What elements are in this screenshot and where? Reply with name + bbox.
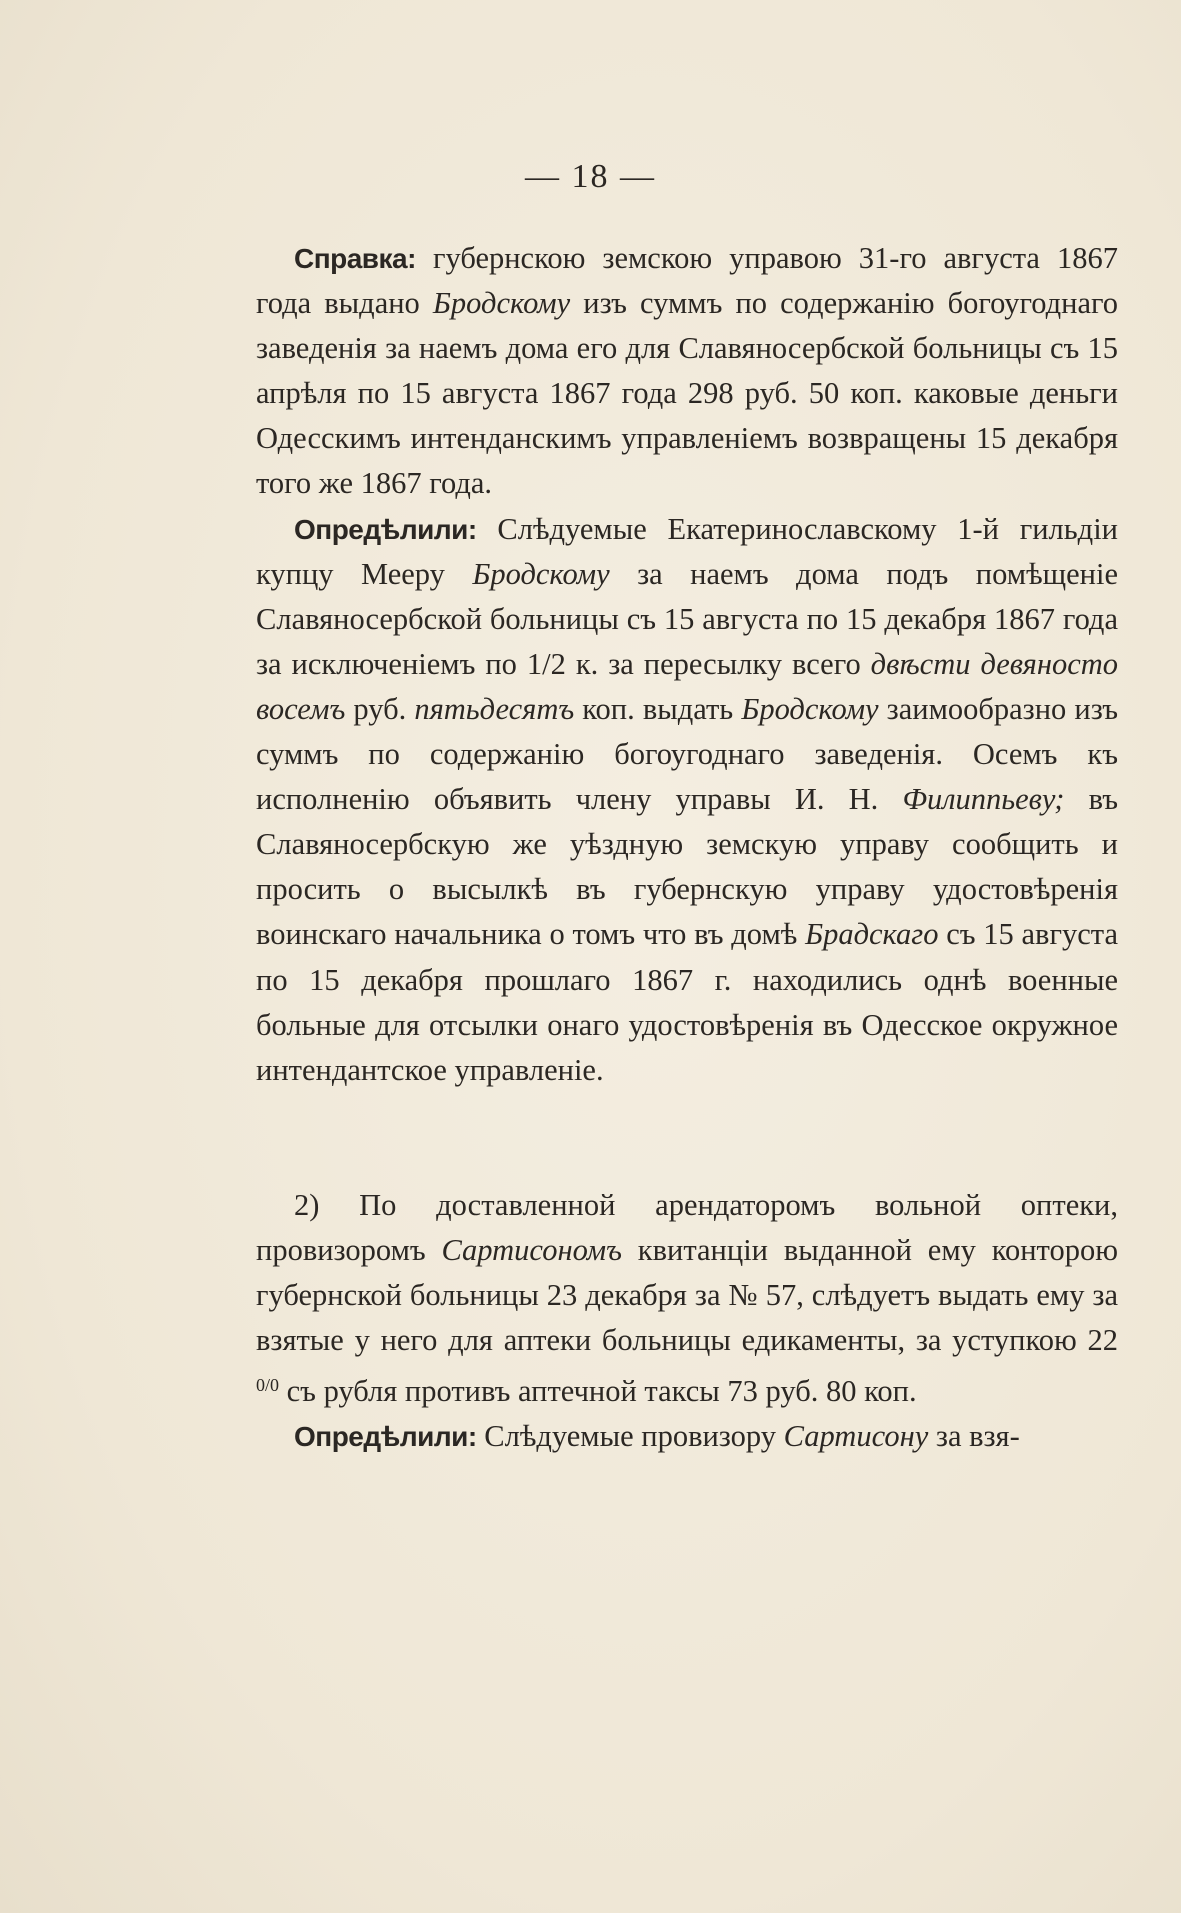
- person-name: Бродскому: [432, 286, 571, 321]
- text-fragment: изъ суммъ по содержанію богоугоднаго заведенія за наемъ дома его для Славяносербской больницы съ 15 апрѣля по 15 августа 1867 года 298 руб. 50 коп. каковые деньги Одесскимъ интенданскимъ управленіемъ возвращены 15 декабря того же 1867 года.: [256, 286, 1119, 501]
- text-fragment: 2) По доставленной арендаторомъ вольной оптеки, провизоромъ: [256, 1187, 1118, 1267]
- text-fragment: за взя-: [935, 1419, 1020, 1454]
- kopecks-in-words: пятьдесятъ: [414, 691, 575, 726]
- person-name: Бродскому: [472, 556, 610, 591]
- paragraph-item-2: [256, 1183, 1118, 1414]
- text-fragment: въ Славяносербскую же уѣздную земскую управу сообщить и просить о высылкѣ въ губернскую управу удостовѣренія воинскаго начальника о томъ что въ домѣ: [256, 782, 1119, 952]
- label-spravka: Справка:: [294, 243, 416, 274]
- text-fragment: губернскою земскою управою 31-го августа 1867 года выдано: [256, 241, 1118, 321]
- person-name: Филиппьеву;: [902, 782, 1065, 817]
- person-name: Сартисону: [783, 1419, 929, 1454]
- sum-in-words: двѣсти девяносто восемъ: [256, 646, 1119, 726]
- text-fragment: руб.: [353, 691, 407, 726]
- paragraph-spravka: [256, 236, 1118, 507]
- text-fragment: Слѣдуемые провизору: [484, 1419, 777, 1454]
- person-name: Бродскому: [741, 691, 879, 726]
- paragraph-resolution-2: [256, 1414, 1118, 1459]
- text-fragment: квитанціи выданной ему конторою губернской больницы 23 декабря за № 57, слѣдуетъ выдать ему за взятые у него для аптеки больницы едикаменты, за уступкою 22: [256, 1232, 1119, 1358]
- person-name: Сартисономъ: [441, 1232, 622, 1267]
- label-resolution: Опредѣлили:: [294, 1421, 477, 1453]
- paragraph-resolution-1: [256, 507, 1118, 1093]
- page-number: — 18 —: [525, 158, 656, 195]
- text-fragment: за наемъ дома подъ помѣщеніе Славяносербской больницы съ 15 августа по 15 декабря 1867 года за исключеніемъ по: [256, 556, 1118, 681]
- text-fragment: Слѣдуемые Екатеринославскому 1-й гильдіи купцу Мееру: [256, 511, 1118, 591]
- text-fragment: съ рубля противъ аптечной таксы 73 руб. 80 коп.: [286, 1374, 917, 1409]
- person-name: Брадскаго: [805, 917, 939, 952]
- text-fragment: коп. выдать: [582, 691, 734, 726]
- text-fragment: заимообразно изъ суммъ по содержанію богоугоднаго заведенія. Осемъ къ исполненію объявить члену управы И. Н.: [256, 691, 1119, 817]
- percent-sign: 0/0: [256, 1375, 280, 1396]
- label-resolution: Опредѣлили:: [294, 513, 477, 545]
- text-fragment: съ 15 августа по 15 декабря прошлаго 1867 г. находились однѣ военные больные для отсылки онаго удостовѣренія въ Одесское окружное интендантское управленіе.: [256, 917, 1118, 1087]
- body-text: [256, 236, 1118, 1459]
- fraction: 1/2: [526, 646, 566, 681]
- text-fragment: к. за пересылку всего: [575, 646, 861, 681]
